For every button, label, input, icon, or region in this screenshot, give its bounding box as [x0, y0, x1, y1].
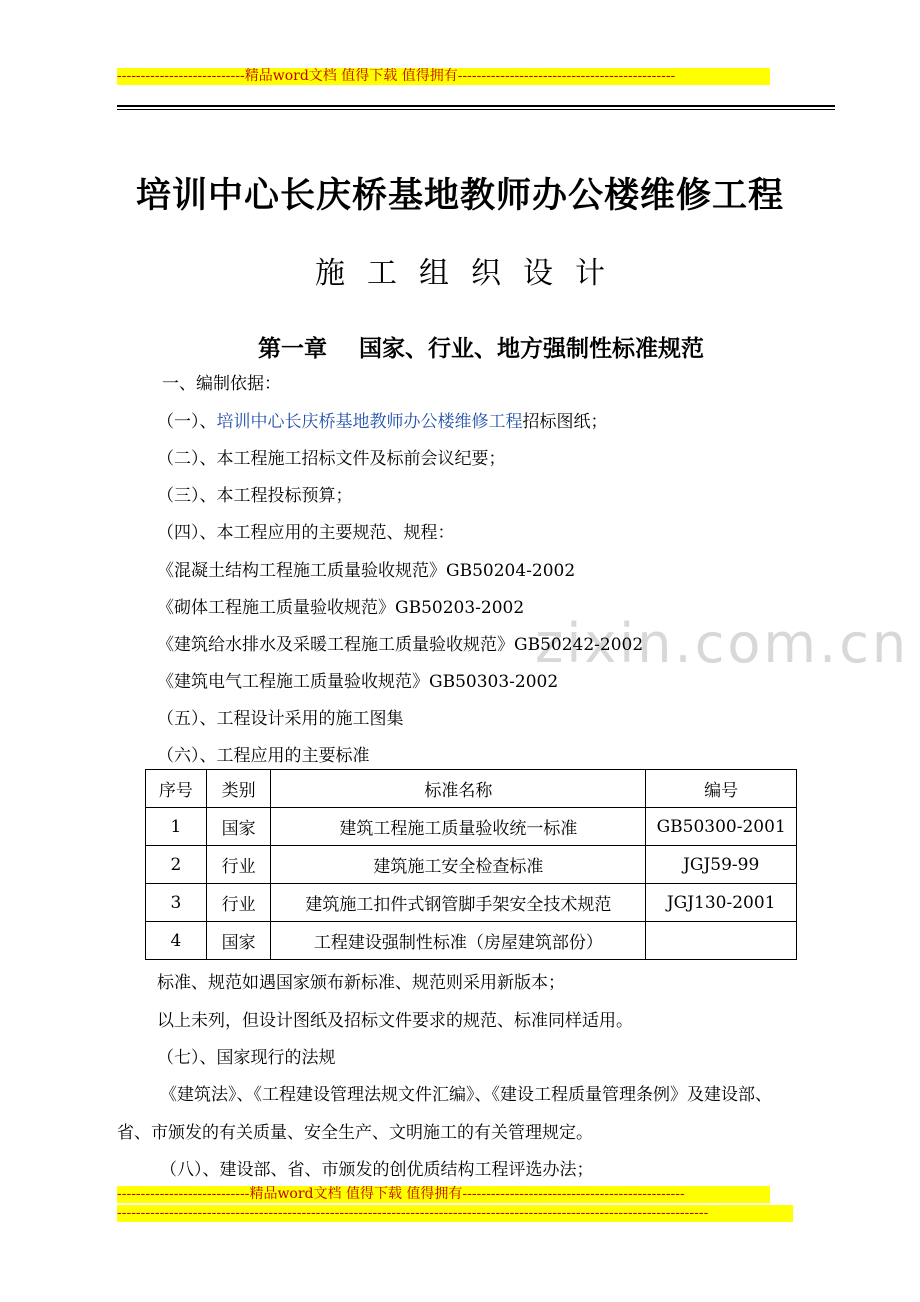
- table-cell: 国家: [206, 808, 271, 846]
- standards-table: [145, 769, 797, 960]
- basis-item-3: （三）、本工程投标预算；: [157, 486, 353, 506]
- header-rule-thin: [117, 109, 835, 110]
- basis-item-8: （八）、建设部、省、市颁发的创优质结构工程评选办法；: [160, 1160, 594, 1180]
- laws-line-2: 省、市颁发的有关质量、安全生产、文明施工的有关管理规定。: [117, 1123, 593, 1143]
- spec-line-1: 《混凝土结构工程施工质量验收规范》GB50204-2002: [157, 561, 576, 581]
- table-cell: 行业: [206, 846, 271, 884]
- basis-item-7: （七）、国家现行的法规: [157, 1048, 336, 1068]
- header-banner: ---------------------------精品word文档 值得下载 值得拥有----------------------------------------------: [117, 68, 770, 85]
- spec-line-4: 《建筑电气工程施工质量验收规范》GB50303-2002: [157, 672, 559, 692]
- document-subtitle: 施工组织设计: [315, 256, 627, 291]
- basis-item-1-suffix: 招标图纸；: [522, 412, 608, 432]
- table-header-cell: 类别: [206, 770, 271, 808]
- laws-line-1: 《建筑法》、《工程建设管理法规文件汇编》、《建设工程质量管理条例》及建设部、: [160, 1085, 772, 1105]
- project-name-link: 培训中心长庆桥基地教师办公楼维修工程: [216, 412, 523, 432]
- table-cell: JGJ59-99: [646, 846, 797, 884]
- table-cell: 建筑施工扣件式钢管脚手架安全技术规范: [271, 884, 646, 922]
- table-row: [146, 846, 797, 884]
- table-cell: 行业: [206, 884, 271, 922]
- table-cell: GB50300-2001: [646, 808, 797, 846]
- basis-item-6: （六）、工程应用的主要标准: [157, 746, 370, 766]
- spec-line-2: 《砌体工程施工质量验收规范》GB50203-2002: [157, 598, 525, 618]
- table-cell: 4: [146, 922, 207, 960]
- table-cell: 建筑施工安全检查标准: [271, 846, 646, 884]
- note-line-2: 以上未列，但设计图纸及招标文件要求的规范、标准同样适用。: [157, 1011, 633, 1031]
- table-header-cell: 编号: [646, 770, 797, 808]
- table-header-row: [146, 770, 797, 808]
- basis-item-4: （四）、本工程应用的主要规范、规程：: [157, 523, 455, 543]
- table-row: [146, 884, 797, 922]
- table-cell: [646, 922, 797, 960]
- watermark: zixin.com.cn: [535, 612, 910, 675]
- table-cell: 工程建设强制性标准（房屋建筑部份）: [271, 922, 646, 960]
- basis-item-1: [157, 411, 608, 433]
- table-cell: JGJ130-2001: [646, 884, 797, 922]
- footer-dash-line: -----------------------------------------------------------------------------------------------------------------------------: [117, 1205, 793, 1222]
- basis-item-1-prefix: （一）、: [157, 412, 217, 432]
- table-cell: 国家: [206, 922, 271, 960]
- chapter-heading: 第一章 国家、行业、地方强制性标准规范: [258, 336, 705, 362]
- basis-item-5: （五）、工程设计采用的施工图集: [157, 709, 404, 729]
- table-header-cell: 标准名称: [271, 770, 646, 808]
- table-cell: 3: [146, 884, 207, 922]
- basis-item-2: （二）、本工程施工招标文件及标前会议纪要；: [157, 449, 506, 469]
- table-header-cell: 序号: [146, 770, 207, 808]
- table-row: [146, 922, 797, 960]
- footer-banner: ----------------------------精品word文档 值得下载 值得拥有-----------------------------------------------: [117, 1186, 770, 1203]
- header-rule-thick: [117, 105, 835, 107]
- spec-line-3: 《建筑给水排水及采暖工程施工质量验收规范》GB50242-2002: [157, 635, 644, 655]
- table-cell: 建筑工程施工质量验收统一标准: [271, 808, 646, 846]
- table-cell: 1: [146, 808, 207, 846]
- document-title: 培训中心长庆桥基地教师办公楼维修工程: [135, 176, 784, 216]
- note-line-1: 标准、规范如遇国家颁布新标准、规范则采用新版本；: [157, 973, 565, 993]
- table-cell: 2: [146, 846, 207, 884]
- section-heading: 一、编制依据：: [162, 374, 281, 394]
- table-row: [146, 808, 797, 846]
